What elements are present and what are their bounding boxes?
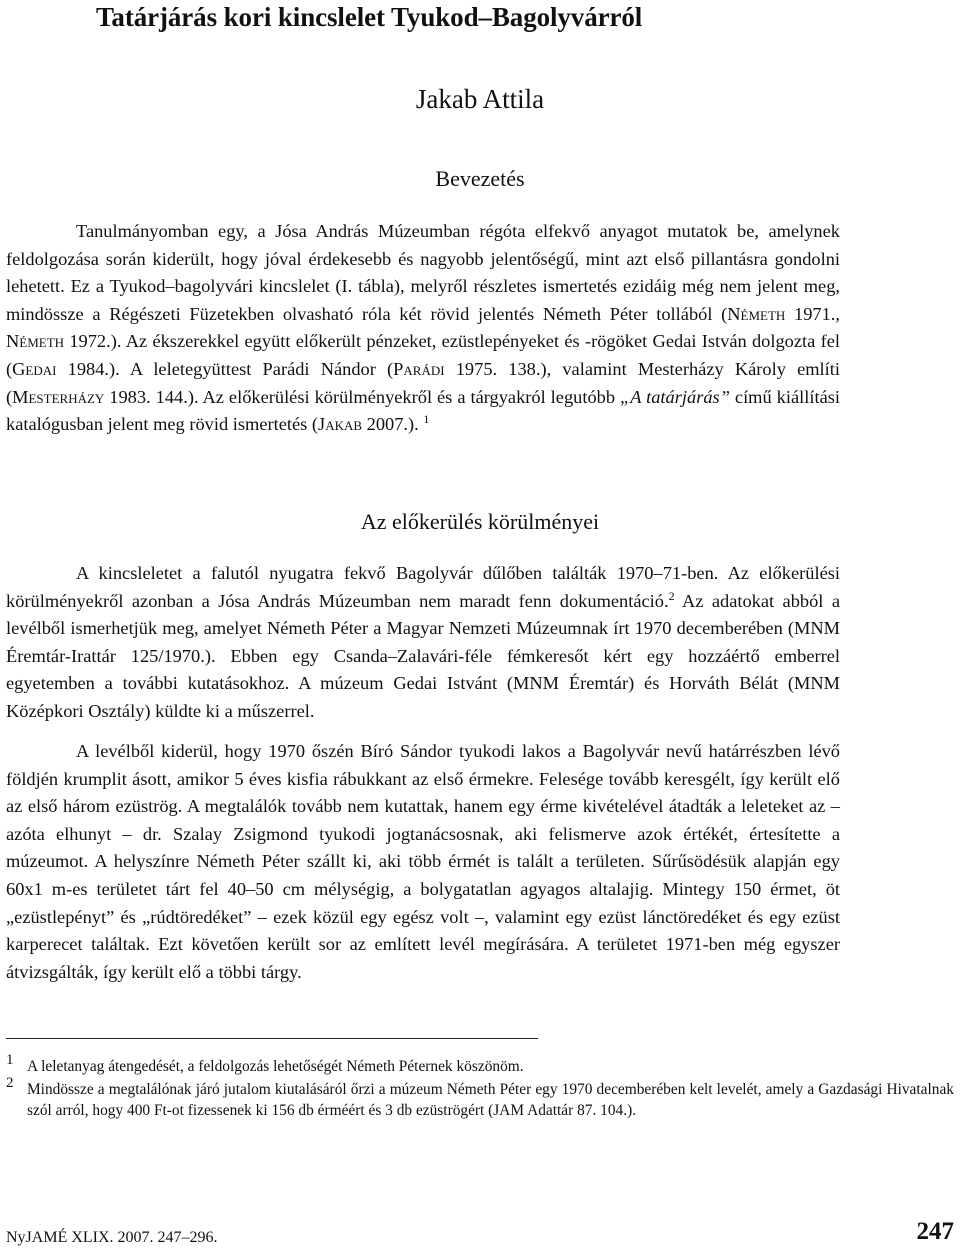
- citation-author: Gedai: [12, 358, 57, 379]
- citation-author: Németh: [6, 331, 65, 352]
- footnote-2: [6, 1075, 954, 1121]
- circumstances-paragraph-1: [6, 560, 840, 726]
- footnote-text: Mindössze a megtalálónak járó jutalom kiutalásáról őrzi a múzeum Németh Péter egy 1970 decemberében kelt levelét, amely a Gazdasági Hivatalnak szól arról, hogy 400 Ft-ot fizessenek ki 156 db érméért és 3 db ezüströgért (JAM Adattár 87. 104.).: [27, 1081, 954, 1119]
- footnote-number: 2: [6, 1075, 14, 1091]
- body-text: 1984.). A leletegyüttest Parádi Nándor (: [56, 358, 394, 379]
- page-number: 247: [916, 1218, 954, 1245]
- footnote-reference: 2: [668, 588, 675, 603]
- exhibition-catalogue-title: „A tatárjárás”: [620, 386, 730, 407]
- body-text: 1972.). Az ékszerekkel együtt előkerült pénzeket, ezüstlepényeket és -rögöket Gedai István dolgozta fel (: [6, 331, 840, 379]
- citation-author: Mesterházy: [12, 386, 105, 407]
- article-author: Jakab Attila: [415, 84, 545, 114]
- footnote-reference: 1: [423, 412, 430, 427]
- body-text: A kincsleletet a falutól nyugatra fekvő Bagolyvár dűlőben találták 1970–71-ben. Az előkerülési körülményekről azonban a Jósa András Múzeumban nem maradt fenn dokumentáció.: [6, 563, 840, 611]
- body-text: 1971.,: [785, 303, 841, 324]
- introduction-paragraph: [6, 218, 840, 439]
- body-text: 1975. 138.), valamint Mesterházy Károly említi (: [6, 358, 840, 407]
- footnote-text: A leletanyag átengedését, a feldolgozás lehetőségét Németh Péternek köszönöm.: [27, 1058, 524, 1075]
- journal-reference: NyJAMÉ XLIX. 2007. 247–296.: [6, 1229, 218, 1246]
- citation-author: Németh: [727, 303, 786, 324]
- footnote-divider: [6, 1038, 538, 1039]
- article-title: Tatárjárás kori kincslelet Tyukod–Bagolyvárról: [96, 2, 643, 32]
- body-text: Tanulmányomban egy, a Jósa András Múzeumban régóta elfekvő anyagot mutatok be, amelynek feldolgozása során kiderült, hogy jóval érdekesebb és nagyobb jelentőségű, mint azt első pillantásra gondolni lehetett. Ez a Tyukod–bagolyvári kincslelet (I. tábla), melyről részletes ismertetés ezidáig még nem jelent meg, mindössze a Régészeti Füzetekben olvasható róla két rövid jelentés Németh Péter tollából (: [6, 221, 840, 324]
- body-text: című kiállítási katalógusban jelent meg rövid ismertetés (: [6, 386, 840, 435]
- citation-author: Parádi: [393, 358, 445, 379]
- section-heading-introduction: Bevezetés: [435, 166, 525, 191]
- citation-author: Jakab: [318, 414, 363, 435]
- body-text: Az adatokat abból a levélből ismerhetjük meg, amelyet Németh Péter a Magyar Nemzeti Múzeumnak írt 1970 decemberében (MNM Éremtár-Irattár 125/1970.). Ebben egy Csanda–Zalavári-féle fémkeresőt kért egy hozzáértő emberrel egyetemben a további kutatásokhoz. A múzeum Gedai Istvánt (MNM Éremtár) és Horváth Bélát (MNM Középkori Osztály) küldte ki a műszerrel.: [6, 590, 841, 721]
- body-text: 2007.).: [362, 414, 419, 435]
- section-heading-circumstances: Az előkerülés körülményei: [360, 509, 600, 534]
- footnote-number: 1: [6, 1052, 14, 1068]
- body-text: 1983. 144.). Az előkerülési körülményekről és a tárgyakról legutóbb: [104, 386, 621, 407]
- circumstances-paragraph-2: A levélből kiderül, hogy 1970 őszén Bíró Sándor tyukodi lakos a Bagolyvár nevű határrészben lévő földjén krumplit ásott, amikor 5 éves kisfia rábukkant az első érmekre. Felesége tovább keresgélt, így került elő az első három ezüströg. A megtalálók tovább nem kutattak, hanem egy érme kivételével átadták a leleteket az – azóta elhunyt – dr. Szalay Zsigmond tyukodi jogtanácsosnak, aki felismerve azok értékét, értesítette a múzeumot. A helyszínre Németh Péter szállt ki, aki több érmét is talált a területen. Sűrűsödésük alapján egy 60x1 m-es területet tárt fel 40–50 cm mélységig, a bolygatatlan agyagos altalajig. Mintegy 150 érmet, öt „ezüstlepényt” és „rúdtöredéket” – ezek közül egy egész volt –, valamint egy ezüst lánctöredéket és egy ezüst karperecet találtak. Ezt követően került sor az említett levél megírására. A területet 1971-ben még egyszer átvizsgálták, így került elő a többi tárgy.: [6, 741, 840, 982]
- footnote-1: [6, 1052, 954, 1077]
